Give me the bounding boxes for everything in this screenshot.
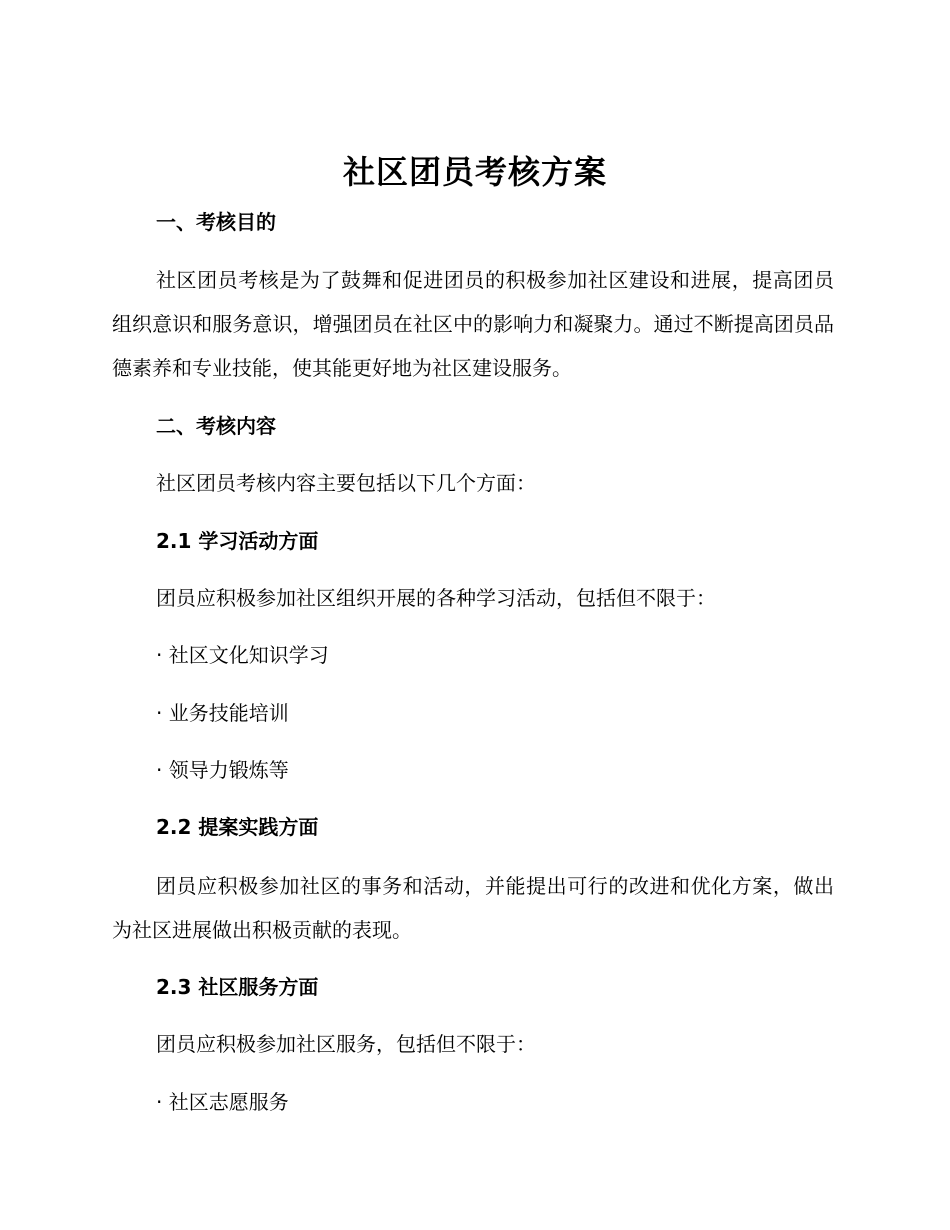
section-heading-purpose: 一、考核目的 (156, 210, 276, 234)
list-item: · 社区志愿服务 (156, 1090, 289, 1114)
list-item: · 业务技能培训 (156, 701, 289, 725)
document-title: 社区团员考核方案 (342, 153, 607, 191)
list-item: · 领导力锻炼等 (156, 758, 289, 782)
section-heading-content: 二、考核内容 (156, 414, 276, 438)
subsection-heading-service: 2.3 社区服务方面 (156, 975, 319, 999)
paragraph-service-intro: 团员应积极参加社区服务，包括但不限于： (156, 1032, 536, 1056)
subsection-heading-proposal: 2.2 提案实践方面 (156, 815, 319, 839)
list-item: · 社区文化知识学习 (156, 643, 329, 667)
subsection-heading-study: 2.1 学习活动方面 (156, 529, 319, 553)
paragraph-study-intro: 团员应积极参加社区组织开展的各种学习活动，包括但不限于： (156, 586, 716, 610)
paragraph-content-intro: 社区团员考核内容主要包括以下几个方面： (156, 471, 536, 495)
paragraph-purpose: 社区团员考核是为了鼓舞和促进团员的积极参加社区建设和进展，提高团员组织意识和服务意识，增强团员在社区中的影响力和凝聚力。通过不断提高团员品德素养和专业技能，使其能更好地为社区建设服务。 (112, 268, 834, 380)
paragraph-proposal: 团员应积极参加社区的事务和活动，并能提出可行的改进和优化方案，做出为社区进展做出积极贡献的表现。 (112, 874, 834, 942)
